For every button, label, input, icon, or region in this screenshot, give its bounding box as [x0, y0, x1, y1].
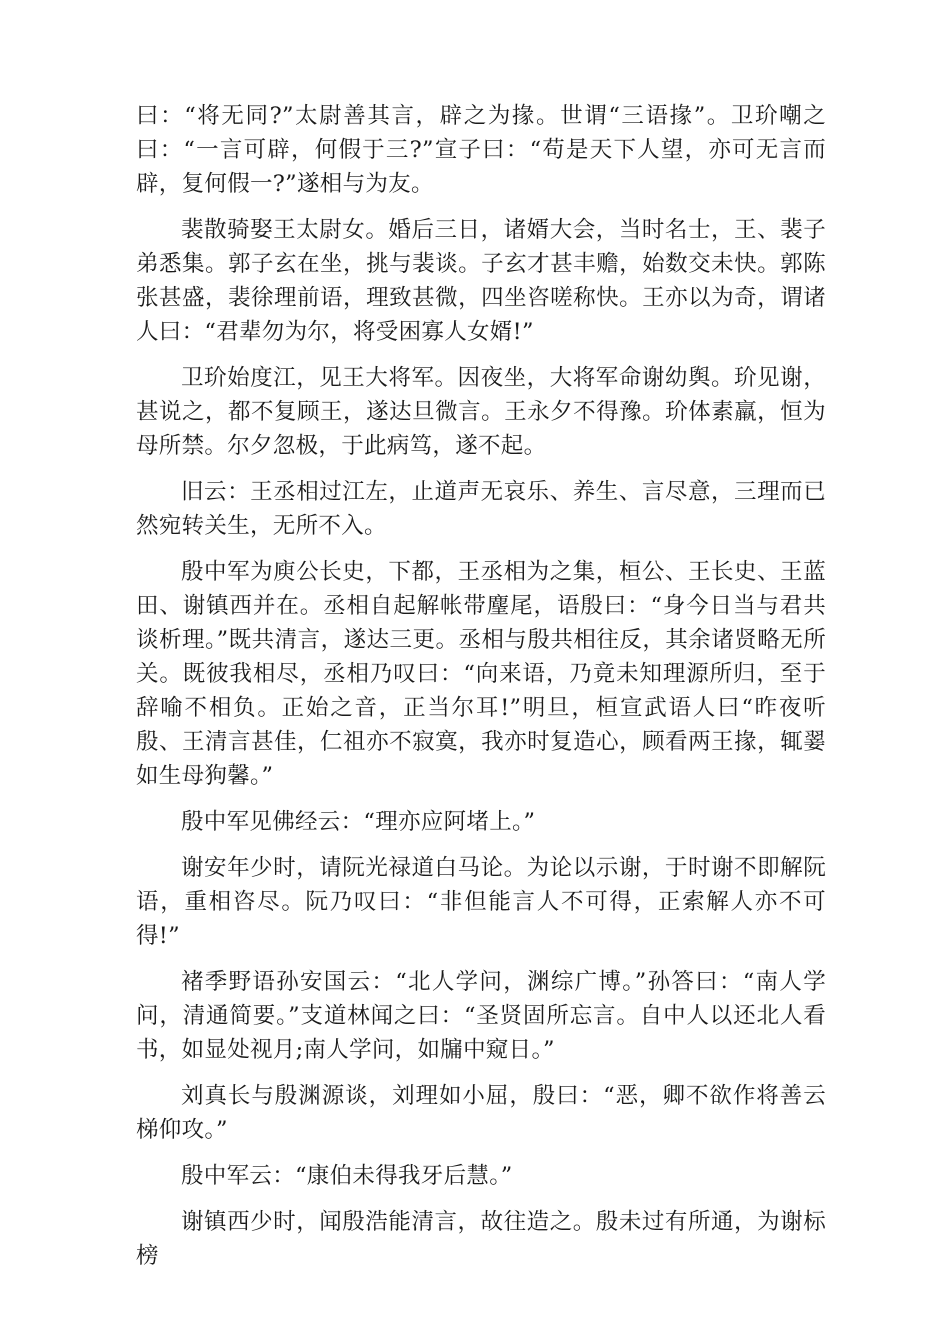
- document-body: [136, 99, 826, 1285]
- paragraph: 刘真长与殷渊源谈，刘理如小屈，殷曰：“恶，卿不欲作将善云梯仰攻。”: [136, 1083, 826, 1143]
- paragraph: 殷中军见佛经云：“理亦应阿堵上。”: [181, 809, 536, 835]
- paragraph: 殷中军云：“康伯未得我牙后慧。”: [181, 1163, 513, 1189]
- paragraph: 旧云：王丞相过江左，止道声无哀乐、养生、言尽意，三理而已然宛转关生，无所不入。: [136, 479, 826, 539]
- paragraph: 曰：“将无同?”太尉善其言，辟之为掾。世谓“三语掾”。卫玠嘲之曰：“一言可辟，何假于三?”宣子曰：“苟是天下人望，亦可无言而辟，复何假一?”遂相与为友。: [136, 103, 826, 197]
- paragraph: 谢安年少时，请阮光禄道白马论。为论以示谢，于时谢不即解阮语，重相咨尽。阮乃叹曰：“非但能言人不可得，正索解人亦不可得!”: [136, 855, 826, 949]
- paragraph: 谢镇西少时，闻殷浩能清言，故往造之。殷未过有所通，为谢标榜: [136, 1209, 826, 1269]
- paragraph: 褚季野语孙安国云：“北人学问，渊综广博。”孙答曰：“南人学问，清通简要。”支道林闻之曰：“圣贤固所忘言。自中人以还北人看书，如显处视月;南人学问，如牖中窥日。”: [136, 969, 826, 1063]
- paragraph: 裴散骑娶王太尉女。婚后三日，诸婿大会，当时名士，王、裴子弟悉集。郭子玄在坐，挑与裴谈。子玄才甚丰赡，始数交未快。郭陈张甚盛，裴徐理前语，理致甚微，四坐咨嗟称快。王亦以为奇，谓诸人曰：“君辈勿为尔，将受困寡人女婿!”: [136, 217, 826, 345]
- paragraph: 卫玠始度江，见王大将军。因夜坐，大将军命谢幼舆。玠见谢，甚说之，都不复顾王，遂达旦微言。王永夕不得豫。玠体素羸，恒为母所禁。尔夕忽极，于此病笃，遂不起。: [136, 365, 826, 459]
- paragraph: 殷中军为庾公长史，下都，王丞相为之集，桓公、王长史、王蓝田、谢镇西并在。丞相自起解帐带麈尾，语殷曰：“身今日当与君共谈析理。”既共清言，遂达三更。丞相与殷共相往反，其余诸贤略无所关。既彼我相尽，丞相乃叹曰：“向来语，乃竟未知理源所归，至于辞喻不相负。正始之音，正当尔耳!”明旦，桓宣武语人曰“昨夜听殷、王清言甚佳，仁祖亦不寂寞，我亦时复造心，顾看两王掾，辄翣如生母狗馨。”: [136, 559, 826, 789]
